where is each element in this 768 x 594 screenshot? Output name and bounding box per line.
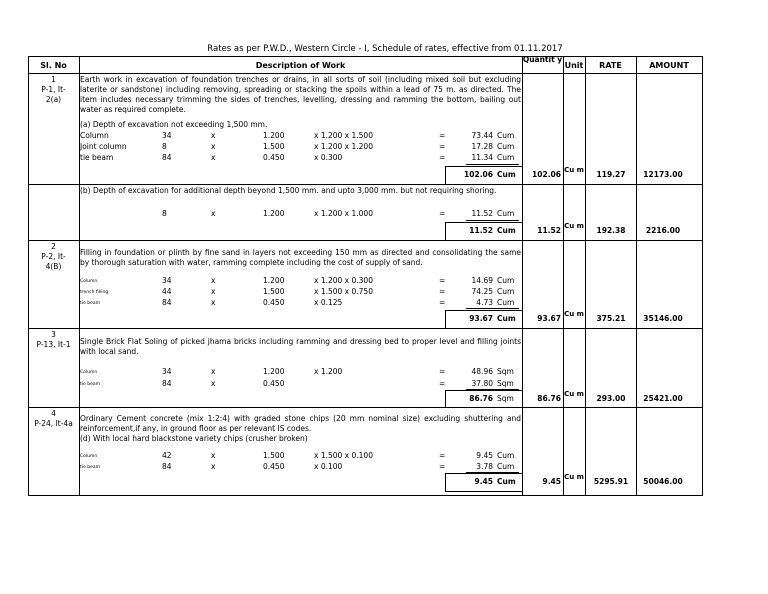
measure-equals: = bbox=[439, 209, 446, 218]
measure-length: 1.200 bbox=[263, 209, 285, 218]
measure-name: Joint column bbox=[80, 142, 127, 151]
measure-unit: Cum bbox=[497, 298, 515, 307]
item-sl-no: 3 P-13, It-1 bbox=[36, 330, 71, 349]
measure-equals: = bbox=[439, 142, 446, 151]
unit-value: Cu m bbox=[564, 222, 584, 230]
amount-value: 12173.00 bbox=[643, 170, 683, 179]
rate-value: 5295.91 bbox=[593, 477, 629, 486]
measure-equals: = bbox=[439, 367, 446, 376]
header-description: Description of Work bbox=[255, 61, 346, 70]
measure-unit: Cum bbox=[497, 451, 515, 460]
measure-times: x bbox=[211, 451, 216, 460]
measure-count: 84 bbox=[162, 379, 172, 388]
col-border-desc bbox=[522, 56, 523, 496]
measure-value: 37.80 bbox=[471, 379, 493, 388]
subtotal-unit: Cum bbox=[497, 314, 516, 323]
measure-name: Column bbox=[80, 279, 98, 284]
measure-name: Column bbox=[80, 454, 98, 459]
item-subheading: (d) With local hard blackstone variety chips (crusher broken) bbox=[80, 434, 308, 443]
item-description: (b) Depth of excavation for additional depth beyond 1,500 mm. and upto 3,000 mm. but not requiring shoring. bbox=[80, 186, 497, 195]
subtotal-value: 11.52 bbox=[469, 226, 493, 235]
measure-length: 1.200 bbox=[263, 276, 285, 285]
quantity-value: 93.67 bbox=[537, 314, 561, 323]
col-border-right bbox=[702, 56, 703, 496]
item-description: Single Brick Flat Soling of picked jhama bricks including ramming and dressing bed to proper level and filling joints with local sand. bbox=[80, 337, 521, 356]
measure-length: 0.450 bbox=[263, 153, 285, 162]
measure-length: 1.200 bbox=[263, 367, 285, 376]
item-sl-no: 4 P-24, It-4a bbox=[34, 409, 73, 428]
measure-unit: Cum bbox=[497, 276, 515, 285]
measure-times: x bbox=[211, 153, 216, 162]
measure-dims: x 1.200 x 0.300 bbox=[314, 276, 373, 285]
header-amount: AMOUNT bbox=[649, 61, 689, 70]
measure-count: 44 bbox=[162, 287, 172, 296]
measure-count: 42 bbox=[162, 451, 172, 460]
measure-value: 17.28 bbox=[471, 142, 493, 151]
measure-equals: = bbox=[439, 276, 446, 285]
measure-value: 73.44 bbox=[471, 131, 493, 140]
page-title: Rates as per P.W.D., Western Circle - I, Schedule of rates, effective from 01.11.2017 bbox=[207, 44, 563, 54]
subtotal-value: 93.67 bbox=[469, 314, 493, 323]
measure-value: 74.25 bbox=[471, 287, 493, 296]
measure-dims: x 0.300 bbox=[314, 153, 343, 162]
subtotal-unit: Cum bbox=[497, 477, 516, 486]
header-bottom-border bbox=[28, 73, 702, 74]
quantity-value: 9.45 bbox=[542, 477, 561, 486]
measure-unit: Cum bbox=[497, 142, 515, 151]
amount-value: 50046.00 bbox=[643, 477, 683, 486]
measure-unit: Sqm bbox=[497, 379, 514, 388]
row-separator bbox=[28, 184, 702, 185]
measure-dims: x 1.200 bbox=[314, 367, 343, 376]
measure-count: 34 bbox=[162, 276, 172, 285]
measure-length: 0.450 bbox=[263, 379, 285, 388]
measure-count: 34 bbox=[162, 131, 172, 140]
measure-times: x bbox=[211, 462, 216, 471]
measure-name: Column bbox=[80, 131, 109, 140]
amount-value: 2216.00 bbox=[645, 226, 681, 235]
measure-name: tie beam bbox=[80, 382, 100, 387]
measure-equals: = bbox=[439, 287, 446, 296]
measure-dims: x 0.100 bbox=[314, 462, 343, 471]
header-sl-no: Sl. No bbox=[40, 61, 67, 70]
col-border-unit bbox=[585, 56, 586, 496]
rate-value: 192.38 bbox=[596, 226, 626, 235]
unit-value: Cu m bbox=[564, 390, 584, 398]
measure-count: 8 bbox=[162, 209, 167, 218]
rate-value: 119.27 bbox=[596, 170, 626, 179]
header-quantity: Quantit y bbox=[522, 56, 563, 64]
measure-dims: x 1.200 x 1.200 bbox=[314, 142, 373, 151]
unit-value: Cu m bbox=[564, 473, 584, 481]
measure-unit: Sqm bbox=[497, 367, 514, 376]
measure-unit: Cum bbox=[497, 131, 515, 140]
subtotal-value: 86.76 bbox=[469, 394, 493, 403]
measure-equals: = bbox=[439, 379, 446, 388]
measure-dims: x 1.500 x 0.100 bbox=[314, 451, 373, 460]
measure-times: x bbox=[211, 209, 216, 218]
measure-count: 8 bbox=[162, 142, 167, 151]
amount-value: 35146.00 bbox=[643, 314, 683, 323]
table-top-border bbox=[28, 56, 702, 57]
sum-rule bbox=[466, 308, 519, 309]
item-sl-no: 2 P-2, It- 4(B) bbox=[41, 242, 66, 271]
measure-name: tie beam bbox=[80, 465, 100, 470]
measure-unit: Cum bbox=[497, 462, 515, 471]
measure-equals: = bbox=[439, 153, 446, 162]
measure-value: 48.96 bbox=[471, 367, 493, 376]
measure-dims: x 1.500 x 0.750 bbox=[314, 287, 373, 296]
item-description: Filling in foundation or plinth by fine sand in layers not exceeding 150 mm as directed and consolidating the same by thorough saturation with water, ramming complete including the cost of supply of sand. bbox=[80, 248, 521, 267]
measure-length: 1.200 bbox=[263, 131, 285, 140]
measure-count: 84 bbox=[162, 298, 172, 307]
header-rate: RATE bbox=[599, 61, 622, 70]
item-sl-no: 1 P-1, It- 2(a) bbox=[41, 75, 66, 104]
measure-name: Column bbox=[80, 370, 98, 375]
measure-value: 4.73 bbox=[476, 298, 493, 307]
subtotal-unit: Sqm bbox=[497, 394, 514, 403]
measure-dims: x 0.125 bbox=[314, 298, 343, 307]
unit-value: Cu m bbox=[564, 166, 584, 174]
subtotal-value: 9.45 bbox=[474, 477, 493, 486]
measure-length: 1.500 bbox=[263, 451, 285, 460]
measure-name: trench filling bbox=[80, 290, 109, 295]
quantity-value: 102.06 bbox=[532, 170, 561, 179]
table-bottom-border bbox=[28, 495, 702, 496]
measure-equals: = bbox=[439, 298, 446, 307]
item-description: Ordinary Cement concrete (mix 1:2:4) with graded stone chips (20 mm nominal size) excluding shuttering and reinforcement,if any, in ground floor as per relevant IS codes. bbox=[80, 414, 521, 433]
row-separator bbox=[28, 407, 702, 408]
measure-value: 9.45 bbox=[476, 451, 493, 460]
measure-length: 0.450 bbox=[263, 298, 285, 307]
rate-value: 375.21 bbox=[596, 314, 626, 323]
measure-length: 0.450 bbox=[263, 462, 285, 471]
measure-equals: = bbox=[439, 462, 446, 471]
measure-times: x bbox=[211, 131, 216, 140]
rate-value: 293.00 bbox=[596, 394, 626, 403]
quantity-value: 86.76 bbox=[537, 394, 561, 403]
unit-value: Cu m bbox=[564, 310, 584, 318]
measure-times: x bbox=[211, 379, 216, 388]
measure-dims: x 1.200 x 1.500 bbox=[314, 131, 373, 140]
subtotal-unit: Cum bbox=[497, 226, 516, 235]
measure-count: 34 bbox=[162, 367, 172, 376]
row-separator bbox=[28, 240, 702, 241]
measure-value: 11.52 bbox=[471, 209, 493, 218]
measure-length: 1.500 bbox=[263, 287, 285, 296]
item-description: Earth work in excavation of foundation trenches or drains, in all sorts of soil (including mixed soil but excluding laterite or sandstone) including removing, spreading or stacking the spoils within a lead of 75 m. as directed. The item includes necessary trimming the sides of trenches, levelling, dressing and ramming the bottom, bailing out water as required complete. bbox=[80, 75, 521, 114]
measure-times: x bbox=[211, 142, 216, 151]
amount-value: 25421.00 bbox=[643, 394, 683, 403]
measure-times: x bbox=[211, 276, 216, 285]
measure-times: x bbox=[211, 298, 216, 307]
measure-name: tie beam bbox=[80, 153, 114, 162]
sum-rule bbox=[466, 220, 519, 221]
measure-unit: Cum bbox=[497, 287, 515, 296]
quantity-value: 11.52 bbox=[537, 226, 561, 235]
measure-length: 1.500 bbox=[263, 142, 285, 151]
item-subheading: (a) Depth of excavation not exceeding 1,500 mm. bbox=[80, 120, 268, 129]
sum-rule bbox=[466, 164, 519, 165]
measure-value: 3.78 bbox=[476, 462, 493, 471]
measure-unit: Cum bbox=[497, 153, 515, 162]
measure-dims: x 1.200 x 1.000 bbox=[314, 209, 373, 218]
measure-times: x bbox=[211, 367, 216, 376]
measure-equals: = bbox=[439, 131, 446, 140]
measure-count: 84 bbox=[162, 462, 172, 471]
col-border-qty bbox=[563, 56, 564, 496]
row-separator bbox=[28, 328, 702, 329]
subtotal-unit: Cum bbox=[497, 170, 516, 179]
measure-equals: = bbox=[439, 451, 446, 460]
measure-times: x bbox=[211, 287, 216, 296]
subtotal-value: 102.06 bbox=[464, 170, 493, 179]
measure-count: 84 bbox=[162, 153, 172, 162]
header-unit: Unit bbox=[564, 61, 584, 70]
col-border-rate bbox=[636, 56, 637, 496]
col-border-left bbox=[28, 56, 29, 496]
measure-name: tie beam bbox=[80, 301, 100, 306]
measure-value: 11.34 bbox=[471, 153, 493, 162]
measure-unit: Cum bbox=[497, 209, 515, 218]
measure-value: 14.69 bbox=[471, 276, 493, 285]
